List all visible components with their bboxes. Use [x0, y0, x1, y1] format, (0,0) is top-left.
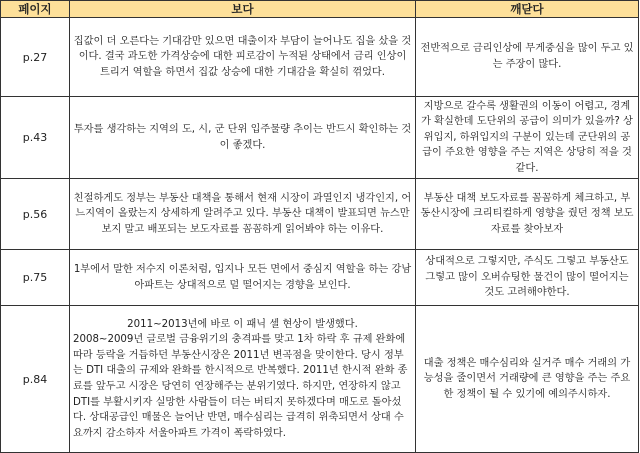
table-row: [1, 250, 639, 306]
page-cell: p.27: [1, 18, 70, 97]
table-row: [1, 18, 639, 97]
page-cell: p.56: [1, 179, 70, 250]
see-cell-lead: 2011~2013년에 바로 이 패닉 셀 현상이 발생했다.: [127, 318, 358, 330]
see-cell: [70, 306, 416, 453]
see-cell: 집값이 더 오른다는 기대감만 있으면 대출이자 부담이 늘어나도 집을 샀을 것이다. 결국 과도한 가격상승에 대한 피로감이 누적된 상태에서 금리 인상이 트리거 역할을 하면서 집값 상승에 대한 기대감을 확실히 꺾었다.: [70, 18, 416, 97]
header-see: 보다: [70, 1, 416, 18]
table-row: [1, 306, 639, 453]
realize-cell: 전반적으로 금리인상에 무게중심을 많이 두고 있는 주장이 많다.: [416, 18, 639, 97]
page-cell: p.75: [1, 250, 70, 306]
realize-cell: 상대적으로 그렇지만, 주식도 그렇고 부동산도 그렇고 많이 오버슈팅한 물건이 많이 떨어지는 것도 고려해야한다.: [416, 250, 639, 306]
realize-cell: 지방으로 갈수록 생활권의 이동이 어렵고, 경계가 확실한데 도단위의 공급이 의미가 있을까? 상위입지, 하위입지의 구분이 있는데 군단위의 공급이 주요한 영향을 주는 지역은 상당히 적을 것 같다.: [416, 97, 639, 179]
realize-cell: 부동산 대책 보도자료를 꼼꼼하게 체크하고, 부동산시장에 크리티컬하게 영향을 줬던 정책 보도자료를 찾아보자: [416, 179, 639, 250]
page-cell: p.84: [1, 306, 70, 453]
table-row: [1, 179, 639, 250]
see-cell-body: 2008~2009년 글로벌 금융위기의 충격파를 맞고 1차 하락 후 규제 완화에 따라 등락을 거듭하던 부동산시장은 2011년 변곡점을 맞이한다. 당시 정부는 DTI 대출의 규제와 완화를 한시적으로 반복했다. 2011년 한시적 완화 종료를 앞두고 시장은 당연히 연장해주는 분위기였다. 하지만, 연장하지 않고 DTI를 부활시키자 실망한 사람들이 더는 버티지 못하겠다며 매도로 돌아섰다. 상대공급인 매물은 늘어난 반면, 매수심리는 급격히 위축되면서 상대 수요까지 감소하자 서울아파트 가격이 폭락하였다.: [73, 334, 408, 439]
see-cell: 투자를 생각하는 지역의 도, 시, 군 단위 입주물량 추이는 반드시 확인하는 것이 좋겠다.: [70, 97, 416, 179]
table-row: [1, 97, 639, 179]
header-realize: 깨닫다: [416, 1, 639, 18]
see-cell: 1부에서 말한 저수지 이론처럼, 입지나 모든 면에서 중심지 역할을 하는 강남아파트는 상대적으로 덜 떨어지는 경향을 보인다.: [70, 250, 416, 306]
page-cell: p.43: [1, 97, 70, 179]
see-cell: 친절하게도 정부는 부동산 대책을 통해서 현재 시장이 과열인지 냉각인지, 어느지역이 올랐는지 상세하게 알려주고 있다. 부동산 대책이 발표되면 뉴스만 보지 말고 배포되는 보도자료를 꼼꼼하게 읽어봐야 하는 이유다.: [70, 179, 416, 250]
realize-cell: 대출 정책은 매수심리와 실거주 매수 거래의 가능성을 줄이면서 거래량에 큰 영향을 주는 주요한 정책이 될 수 있기에 예의주시하자.: [416, 306, 639, 453]
header-row: [1, 1, 639, 18]
header-page: 페이지: [1, 1, 70, 18]
